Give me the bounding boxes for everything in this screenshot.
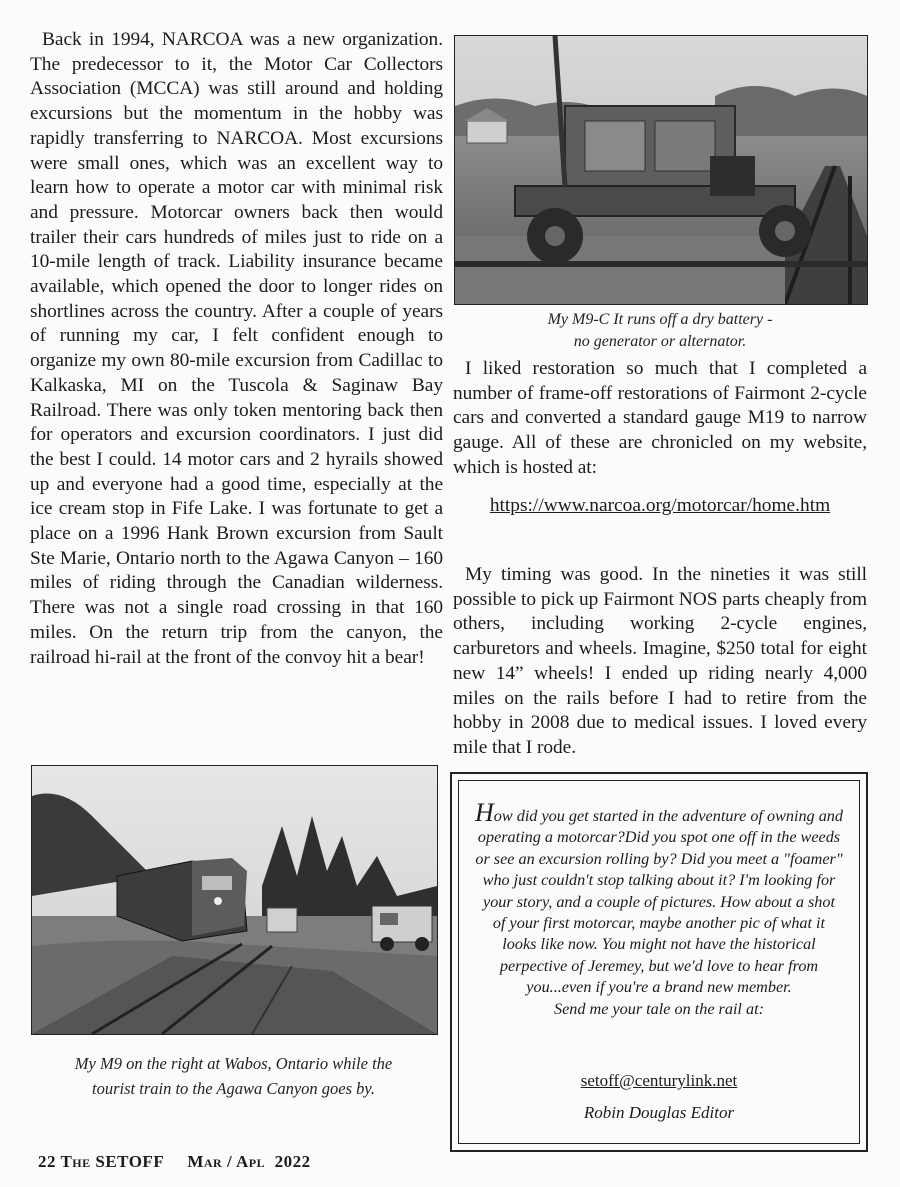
motorcar-photo [454, 35, 868, 305]
website-link[interactable]: https://www.narcoa.org/motorcar/home.htm [489, 495, 831, 516]
right-column-top [453, 357, 867, 481]
left-paragraph: Back in 1994, NARCOA was a new organization. The predecessor to it, the Motor Car Collectors Association (MCCA) was still around and holding excursions but the momentum in the hobby was rapidly transferring to NARCOA. Most excursions were small ones, which was an excellent way to learn how to operate a motor car with minimal risk and pressure. Motorcar owners back then would trailer their cars hundreds of miles just to ride on a 10-mile length of track. Liability insurance became available, which opened the door to longer rides on shortlines across the country. After a couple of years of running my car, I felt confident enough to organize my own 80-mile excursion from Cadillac to Kalkaska, MI on the Tuscola & Saginaw Bay Railroad. There was only token mentoring back then for operators and excursion coordinators. I just did the best I could. 14 motor cars and 2 hyrails showed up and everyone had a good time, especially at the ice cream stop in Fife Lake. I was fortunate to get a place on a 1996 Hank Brown excursion from Sault Ste Marie, Ontario north to the Agawa Canyon – 160 miles of riding through the Canadian wilderness. There was not a single road crossing in that 160 miles. On the return trip from the canyon, the railroad hi-rail at the front of the convoy hit a bear! [30, 29, 443, 668]
train-photo-image [32, 766, 437, 1034]
train-photo [31, 765, 438, 1035]
dropcap-letter: H [475, 798, 494, 827]
page-number: 22 [38, 1152, 56, 1171]
callout-body: ow did you get started in the adventure of owning and operating a motorcar?Did you spot one off in the weeds or see an excursion rolling by? Did you meet a "foamer" who just couldn't stop talking about it? I'm looking for your story, and a couple of pictures. How about a shot of your first motorcar, maybe another pic of what it looks like now. You might not have the historical perpective of Jeremey, but we'd love to hear from you...even if you're a brand new member. [475, 807, 843, 997]
train-caption-line2: tourist train to the Agawa Canyon goes by. [92, 1079, 375, 1098]
callout-closing: Send me your tale on the rail at: [554, 999, 764, 1018]
motorcar-caption-line2: no generator or alternator. [573, 333, 747, 350]
restoration-paragraph: I liked restoration so much that I completed a number of frame-off restorations of Fairmont 2-cycle cars and converted a standard gauge M19 to narrow gauge. All of these are chronicled on my website, which is hosted at: [453, 358, 867, 478]
publication-name: The SETOFF [60, 1152, 164, 1171]
train-caption-line1: My M9 on the right at Wabos, Ontario while the [74, 1054, 393, 1073]
story-callout-inner-border [458, 780, 860, 1144]
motorcar-caption-line1: My M9-C It runs off a dry battery - [547, 311, 773, 328]
story-callout-text [475, 798, 843, 1020]
right-column-bottom [453, 563, 867, 761]
issue-date: Mar / Apl 2022 [187, 1152, 311, 1171]
timing-paragraph: My timing was good. In the nineties it was still possible to pick up Fairmont NOS parts cheaply from others, including working 2-cycle engines, carburetors and wheels. Imagine, $250 total for eight new 14” wheels! I ended up riding nearly 4,000 miles on the rails before I had to retire from the hobby in 2008 due to medical issues. I loved every mile that I rode. [453, 564, 867, 758]
motorcar-photo-image [455, 36, 867, 304]
left-column [30, 28, 443, 670]
editor-signature: Robin Douglas Editor [583, 1103, 735, 1122]
train-caption [31, 1051, 436, 1101]
story-callout-box [450, 772, 868, 1152]
motorcar-caption [454, 309, 866, 353]
editor-email-link[interactable]: setoff@centurylink.net [580, 1071, 738, 1090]
page-footer [38, 1152, 311, 1172]
